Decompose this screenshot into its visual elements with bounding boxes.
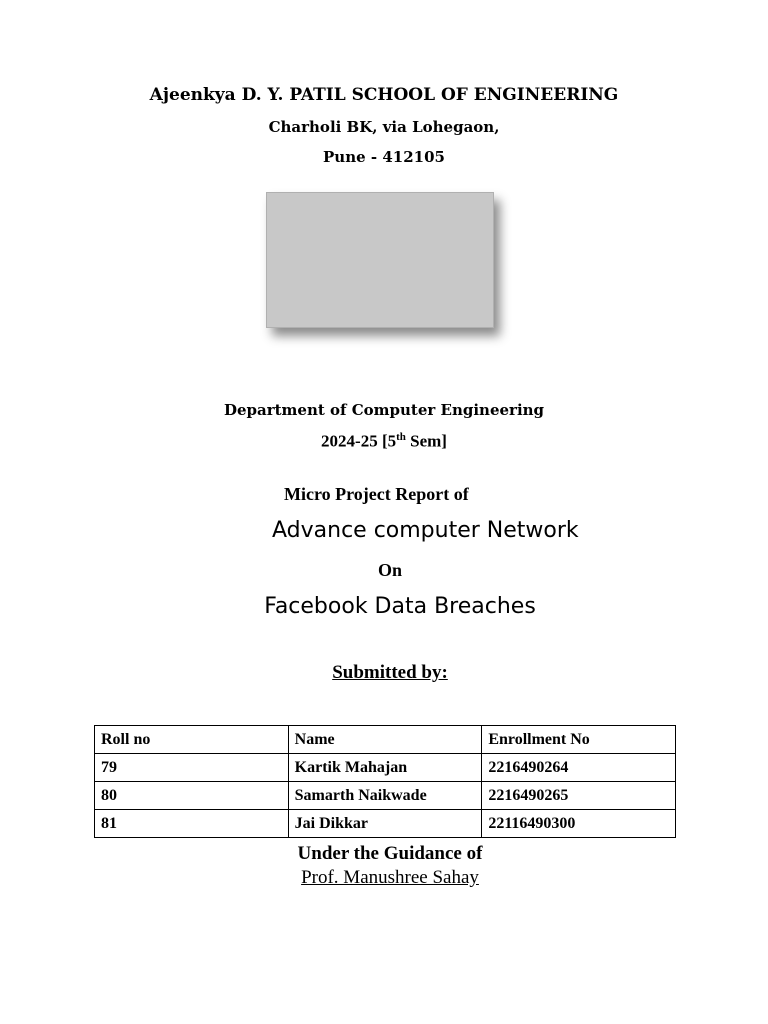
submitted-by-heading: Submitted by: bbox=[332, 662, 448, 683]
table-row bbox=[95, 810, 676, 838]
students-table bbox=[94, 725, 676, 838]
header-name: Name bbox=[288, 726, 482, 754]
school-name: Ajeenkya D. Y. PATIL SCHOOL OF ENGINEERING bbox=[149, 85, 619, 105]
table-row bbox=[95, 782, 676, 810]
header-roll: Roll no bbox=[95, 726, 289, 754]
table-row bbox=[95, 754, 676, 782]
academic-year: 2024-25 [5th Sem] bbox=[321, 431, 447, 451]
cell-name: Samarth Naikwade bbox=[288, 782, 482, 810]
address-line-2: Pune - 412105 bbox=[323, 148, 445, 166]
on-label: On bbox=[377, 560, 402, 580]
guide-name: Prof. Manushree Sahay bbox=[301, 867, 479, 888]
dy-patil-logo bbox=[266, 192, 494, 328]
cell-roll: 80 bbox=[95, 782, 289, 810]
subject-title: Advance computer Network bbox=[272, 518, 579, 543]
header-enrollment: Enrollment No bbox=[482, 726, 676, 754]
cell-name: Jai Dikkar bbox=[288, 810, 482, 838]
report-label: Micro Project Report of bbox=[284, 484, 469, 504]
address-line-1: Charholi BK, via Lohegaon, bbox=[268, 118, 500, 136]
cell-roll: 79 bbox=[95, 754, 289, 782]
cell-enrollment: 22116490300 bbox=[482, 810, 676, 838]
dy-patil-logo bbox=[266, 192, 494, 328]
cell-name: Kartik Mahajan bbox=[288, 754, 482, 782]
topic-title: Facebook Data Breaches bbox=[264, 594, 536, 619]
cell-enrollment: 2216490264 bbox=[482, 754, 676, 782]
cell-roll: 81 bbox=[95, 810, 289, 838]
table-header-row bbox=[95, 726, 676, 754]
guidance-label: Under the Guidance of bbox=[297, 843, 483, 864]
cell-enrollment: 2216490265 bbox=[482, 782, 676, 810]
department: Department of Computer Engineering bbox=[223, 401, 545, 419]
